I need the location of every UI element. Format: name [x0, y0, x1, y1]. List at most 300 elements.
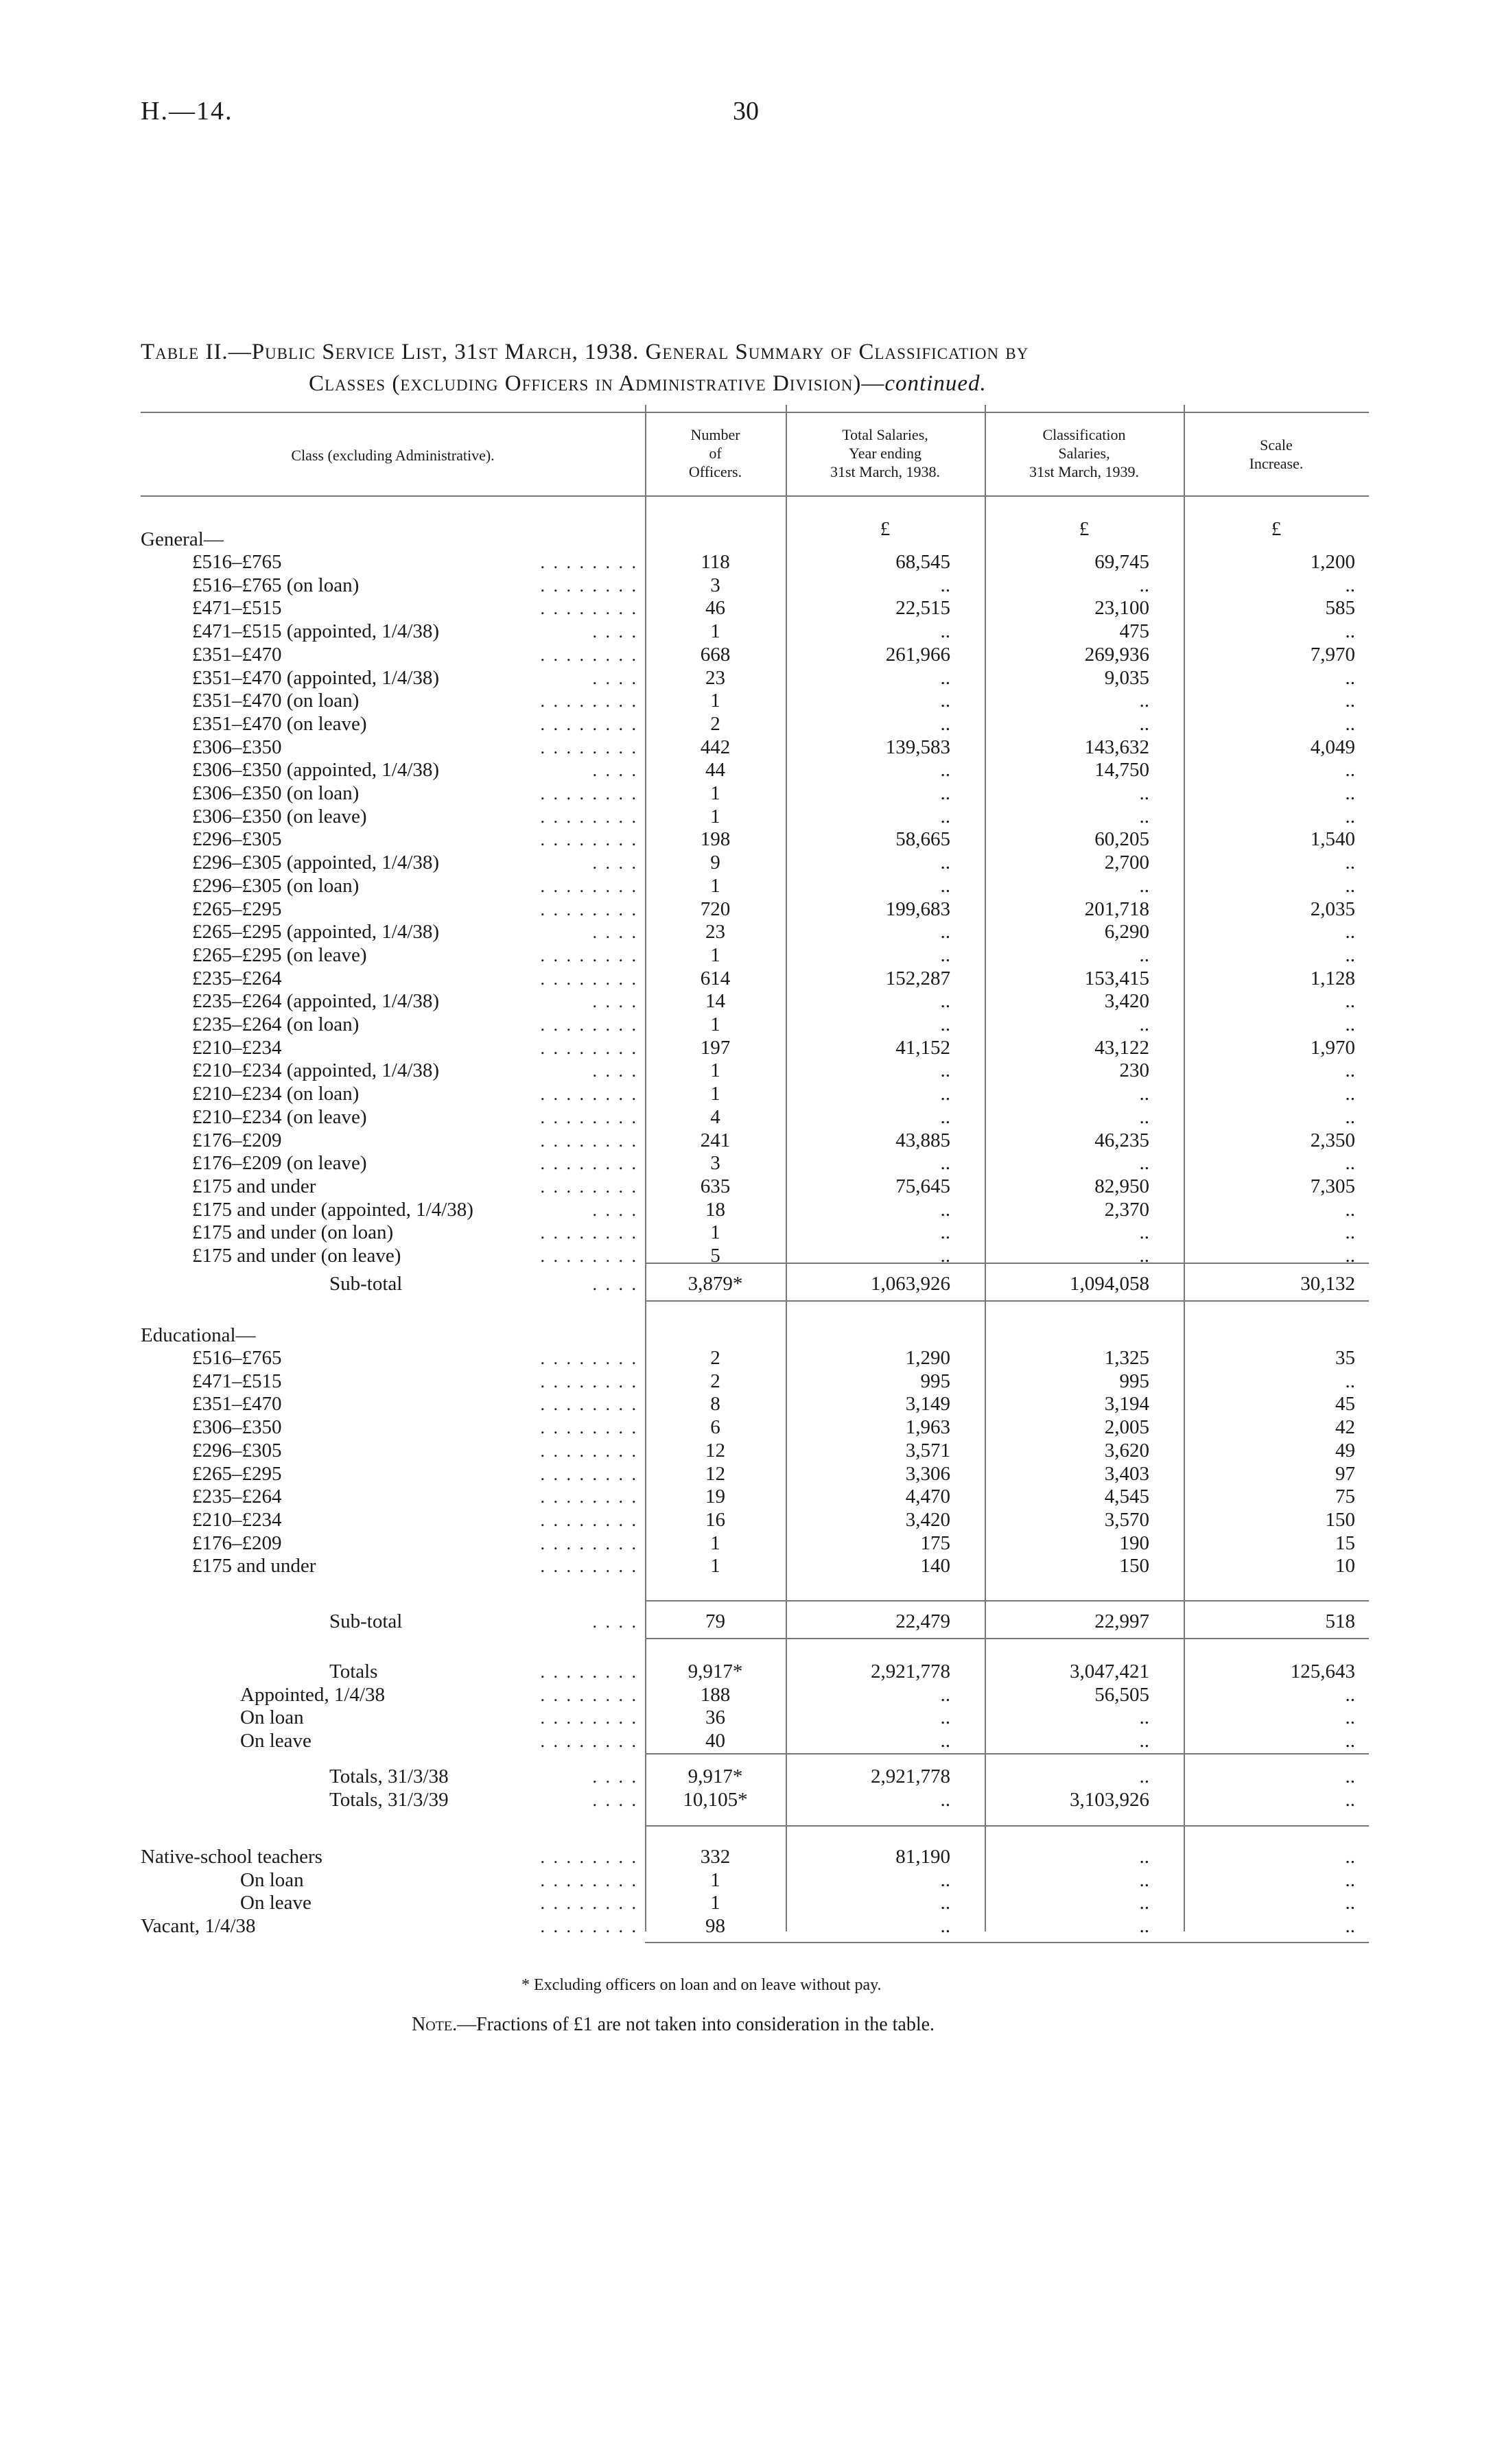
salaries-cell: ..: [940, 574, 950, 596]
row-label: £235–£264 (on loan): [192, 1013, 360, 1035]
row-label: £306–£350: [192, 736, 282, 758]
classification-cell: ..: [1139, 690, 1149, 712]
classification-cell: 3,570: [1104, 1508, 1149, 1531]
classification-cell: 1,094,058: [1070, 1273, 1149, 1295]
officers-cell: 10,105*: [683, 1788, 748, 1811]
leader-dots: . . . . . . . .: [540, 899, 638, 919]
leader-dots: . . . .: [592, 922, 638, 943]
row-label: £210–£234: [192, 1036, 282, 1059]
officers-cell: 40: [705, 1730, 725, 1752]
leader-dots: . . . . . . . .: [540, 552, 638, 572]
running-header-left: H.—14.: [141, 97, 233, 126]
leader-dots: . . . . . . . .: [540, 1440, 638, 1461]
salaries-cell: 1,063,926: [871, 1273, 950, 1295]
row-label: £175 and under: [192, 1555, 316, 1577]
scale-cell: 45: [1335, 1393, 1355, 1416]
row-label: £175 and under (appointed, 1/4/38): [192, 1198, 473, 1221]
officers-cell: 23: [705, 666, 725, 689]
classification-cell: 1,325: [1104, 1347, 1149, 1369]
salaries-cell: 140: [920, 1555, 950, 1577]
subtotal-rule-educational: [645, 1600, 1369, 1601]
classification-cell: 9,035: [1104, 666, 1149, 689]
salaries-cell: ..: [940, 1013, 950, 1035]
scale-cell: ..: [1345, 1788, 1355, 1811]
salaries-cell: 152,287: [885, 967, 950, 989]
officers-cell: 668: [700, 643, 731, 666]
officers-cell: 46: [705, 597, 725, 620]
row-label: On leave: [240, 1892, 312, 1914]
yearly-totals-bottom-rule: [645, 1825, 1369, 1827]
col-head-officers: [645, 425, 786, 481]
classification-cell: 23,100: [1094, 597, 1149, 620]
row-label: Totals, 31/3/39: [329, 1788, 449, 1811]
row-label: Totals: [329, 1661, 378, 1682]
currency-classification: £: [1079, 518, 1090, 540]
leader-dots: . . . . . . . .: [540, 1084, 638, 1105]
leader-dots: . . . . . . . .: [540, 1153, 638, 1174]
leader-dots: . . . . . . . .: [540, 598, 638, 619]
salaries-cell: ..: [940, 1198, 950, 1221]
classification-cell: 4,545: [1104, 1486, 1149, 1508]
scale-cell: 585: [1325, 597, 1355, 620]
officers-cell: 2: [710, 1347, 720, 1369]
row-label: £351–£470: [192, 643, 282, 666]
officers-cell: 2: [710, 1370, 720, 1392]
note-prefix: Note.: [412, 2014, 458, 2035]
officers-cell: 6: [710, 1416, 720, 1439]
leader-dots: . . . . . . . .: [540, 1510, 638, 1530]
classification-cell: ..: [1139, 1105, 1149, 1128]
leader-dots: . . . .: [592, 668, 638, 688]
salaries-cell: ..: [940, 759, 950, 782]
officers-cell: 36: [705, 1706, 725, 1729]
leader-dots: . . . .: [592, 1061, 638, 1081]
classification-cell: 475: [1119, 620, 1149, 643]
col-head-officers-l3: Officers.: [688, 463, 742, 480]
officers-cell: 2: [710, 712, 720, 735]
leader-dots: . . . . . . . .: [540, 1176, 638, 1197]
classification-cell: 14,750: [1094, 759, 1149, 782]
classification-cell: ..: [1139, 712, 1149, 735]
row-label: £516–£765 (on loan): [192, 574, 360, 596]
row-label: £351–£470 (on leave): [192, 712, 367, 735]
scale-cell: 15: [1335, 1532, 1355, 1554]
scale-cell: 7,305: [1310, 1175, 1355, 1197]
leader-dots: . . . . . . . .: [540, 1893, 638, 1914]
classification-cell: 60,205: [1094, 828, 1149, 851]
leader-dots: . . . . . . . .: [540, 1107, 638, 1127]
leader-dots: . . . . . . . .: [540, 1487, 638, 1507]
col-head-scale: [1184, 436, 1369, 473]
row-label: £471–£515 (appointed, 1/4/38): [192, 620, 440, 643]
scale-cell: 1,540: [1310, 828, 1355, 851]
classification-cell: ..: [1139, 1765, 1149, 1787]
salaries-cell: 81,190: [895, 1846, 950, 1868]
classification-cell: ..: [1139, 1152, 1149, 1175]
salaries-cell: ..: [940, 805, 950, 828]
row-label: £296–£305: [192, 828, 282, 851]
scale-cell: 125,643: [1290, 1661, 1355, 1682]
officers-cell: 1: [710, 690, 720, 712]
leader-dots: . . . . . . . .: [540, 806, 638, 827]
leader-dots: . . . . . . . .: [540, 1348, 638, 1368]
classification-cell: 3,047,421: [1070, 1661, 1149, 1682]
leader-dots: . . . . . . . .: [540, 1662, 638, 1682]
row-label: Native-school teachers: [141, 1846, 322, 1868]
scale-cell: ..: [1345, 1892, 1355, 1914]
leader-dots: . . . . . . . .: [540, 1464, 638, 1484]
scale-cell: ..: [1345, 1105, 1355, 1128]
totals-bottom-rule: [645, 1753, 1369, 1755]
classification-cell: ..: [1139, 1868, 1149, 1891]
scale-cell: 75: [1335, 1486, 1355, 1508]
officers-cell: 1: [710, 943, 720, 966]
row-label: £175 and under: [192, 1175, 316, 1197]
salaries-cell: ..: [940, 874, 950, 897]
classification-cell: 82,950: [1094, 1175, 1149, 1197]
scale-cell: 49: [1335, 1439, 1355, 1462]
classification-cell: ..: [1139, 1706, 1149, 1729]
officers-cell: 16: [705, 1508, 725, 1531]
officers-cell: 9,917*: [688, 1661, 743, 1682]
officers-cell: 614: [700, 967, 731, 989]
row-label: £176–£209: [192, 1532, 282, 1554]
scale-cell: ..: [1345, 666, 1355, 689]
row-label: £296–£305 (on loan): [192, 874, 360, 897]
title-continued: continued.: [884, 371, 987, 396]
scale-cell: 7,970: [1310, 643, 1355, 666]
scale-cell: 150: [1325, 1508, 1355, 1531]
scale-cell: ..: [1345, 1083, 1355, 1105]
row-label: £210–£234 (on loan): [192, 1083, 360, 1105]
leader-dots: . . . .: [592, 992, 638, 1012]
title-line1: —Public Service List, 31st March, 1938. General Summary of Classification by: [228, 340, 1029, 364]
classification-cell: 46,235: [1094, 1129, 1149, 1151]
officers-cell: 19: [705, 1486, 725, 1508]
officers-cell: 118: [701, 551, 730, 573]
col-head-classification-l3: 31st March, 1939.: [1029, 463, 1140, 480]
salaries-cell: 1,963: [905, 1416, 950, 1439]
title-prefix: Table II.: [141, 340, 228, 364]
classification-cell: 56,505: [1094, 1683, 1149, 1706]
section-heading-general: General—: [141, 528, 224, 550]
row-label: £235–£264 (appointed, 1/4/38): [192, 990, 440, 1013]
officers-cell: 8: [710, 1393, 720, 1416]
page-number: 30: [733, 97, 759, 126]
leader-dots: . . . . . . . .: [540, 575, 638, 596]
classification-cell: 69,745: [1094, 551, 1149, 573]
leader-dots: . . . . . . . .: [540, 1037, 638, 1058]
leader-dots: . . . . . . . .: [540, 737, 638, 758]
leader-dots: . . . . . . . .: [540, 1418, 638, 1438]
leader-dots: . . . . . . . .: [540, 876, 638, 896]
row-label: Vacant, 1/4/38: [141, 1915, 256, 1938]
scale-cell: ..: [1345, 712, 1355, 735]
classification-cell: 2,700: [1104, 852, 1149, 874]
col-head-classification-l2: Salaries,: [1058, 445, 1110, 462]
scale-cell: 4,049: [1310, 736, 1355, 758]
col-head-salaries-l2: Year ending: [849, 445, 921, 462]
officers-cell: 3: [710, 1152, 720, 1175]
col-head-classification: [985, 425, 1184, 481]
classification-cell: 3,103,926: [1070, 1788, 1149, 1811]
scale-cell: ..: [1345, 921, 1355, 943]
currency-scale: £: [1271, 518, 1282, 540]
classification-cell: ..: [1139, 1221, 1149, 1244]
classification-cell: 190: [1119, 1532, 1149, 1554]
salaries-cell: ..: [940, 1152, 950, 1175]
leader-dots: . . . .: [592, 1199, 638, 1220]
scale-cell: ..: [1345, 1683, 1355, 1706]
salaries-cell: ..: [940, 782, 950, 804]
classification-cell: ..: [1139, 1915, 1149, 1938]
scale-cell: ..: [1345, 874, 1355, 897]
salaries-cell: ..: [940, 1788, 950, 1811]
row-label: £176–£209 (on leave): [192, 1152, 367, 1175]
scale-cell: 30,132: [1300, 1273, 1355, 1295]
row-label: Sub-total: [329, 1610, 403, 1632]
officers-cell: 1: [710, 1221, 720, 1244]
row-label: £210–£234 (appointed, 1/4/38): [192, 1059, 440, 1082]
salaries-cell: ..: [940, 990, 950, 1013]
scale-cell: ..: [1345, 1730, 1355, 1752]
classification-cell: ..: [1139, 1846, 1149, 1868]
row-label: £516–£765: [192, 551, 282, 573]
officers-cell: 12: [705, 1462, 725, 1485]
officers-cell: 1: [710, 1868, 720, 1891]
leader-dots: . . . . . . . .: [540, 1916, 638, 1937]
officers-cell: 635: [700, 1175, 731, 1197]
col-head-officers-l1: Number: [690, 426, 740, 443]
officers-cell: 44: [705, 759, 725, 782]
scale-cell: 42: [1335, 1416, 1355, 1439]
salaries-cell: 75,645: [895, 1175, 950, 1197]
row-label: £265–£295 (appointed, 1/4/38): [192, 921, 440, 943]
scale-cell: ..: [1345, 1198, 1355, 1221]
classification-cell: 2,005: [1104, 1416, 1149, 1439]
scale-cell: ..: [1345, 1013, 1355, 1035]
classification-cell: 150: [1119, 1555, 1149, 1577]
leader-dots: . . . . . . . .: [540, 1731, 638, 1752]
salaries-cell: ..: [940, 1059, 950, 1082]
salaries-cell: 3,571: [905, 1439, 950, 1462]
col-head-salaries-l3: 31st March, 1938.: [830, 463, 941, 480]
col-head-classification-l1: Classification: [1042, 426, 1126, 443]
classification-cell: ..: [1139, 805, 1149, 828]
officers-cell: 79: [705, 1610, 725, 1632]
officers-cell: 3,879*: [688, 1273, 743, 1295]
classification-cell: 995: [1119, 1370, 1149, 1392]
classification-cell: 3,403: [1104, 1462, 1149, 1485]
classification-cell: 43,122: [1094, 1036, 1149, 1059]
salaries-cell: ..: [940, 690, 950, 712]
row-label: £306–£350: [192, 1416, 282, 1439]
row-label: £471–£515: [192, 1370, 282, 1392]
officers-cell: 1: [710, 1532, 720, 1554]
classification-cell: ..: [1139, 1083, 1149, 1105]
classification-cell: ..: [1139, 1245, 1149, 1267]
leader-dots: . . . . . . . .: [540, 1556, 638, 1577]
classification-cell: 269,936: [1084, 643, 1149, 666]
leader-dots: . . . . . . . .: [540, 1685, 638, 1705]
salaries-cell: 1,290: [905, 1347, 950, 1369]
officers-cell: 720: [700, 897, 731, 920]
classification-cell: 22,997: [1094, 1610, 1149, 1632]
scale-cell: ..: [1345, 1245, 1355, 1267]
leader-dots: . . . .: [592, 1767, 638, 1787]
scale-cell: 518: [1325, 1610, 1355, 1632]
scale-cell: ..: [1345, 1370, 1355, 1392]
row-label: £235–£264: [192, 967, 282, 989]
leader-dots: . . . . . . . .: [540, 1246, 638, 1266]
classification-cell: 153,415: [1084, 967, 1149, 989]
note-text: —Fractions of £1 are not taken into consideration in the table.: [457, 2014, 935, 2035]
officers-cell: 5: [710, 1245, 720, 1267]
leader-dots: . . . .: [592, 760, 638, 781]
row-label: On loan: [240, 1706, 304, 1729]
currency-salaries: £: [880, 518, 891, 540]
scale-cell: ..: [1345, 990, 1355, 1013]
salaries-cell: ..: [940, 620, 950, 643]
salaries-cell: 3,420: [905, 1508, 950, 1531]
salaries-cell: 22,515: [895, 597, 950, 620]
officers-cell: 241: [700, 1129, 731, 1151]
salaries-cell: 22,479: [895, 1610, 950, 1632]
leader-dots: . . . . . . . .: [540, 968, 638, 989]
officers-cell: 1: [710, 1892, 720, 1914]
scale-cell: ..: [1345, 1765, 1355, 1787]
note: [412, 2014, 935, 2036]
officers-cell: 18: [705, 1198, 725, 1221]
col-head-salaries: [786, 425, 985, 481]
footnote: * Excluding officers on loan and on leave without pay.: [521, 1976, 882, 1994]
row-label: £210–£234: [192, 1508, 282, 1531]
scale-cell: 2,350: [1310, 1129, 1355, 1151]
col-head-class: Class (excluding Administrative).: [291, 447, 495, 464]
officers-cell: 1: [710, 620, 720, 643]
scale-cell: ..: [1345, 1915, 1355, 1938]
officers-cell: 1: [710, 805, 720, 828]
leader-dots: . . . .: [592, 1612, 638, 1632]
row-label: £175 and under (on leave): [192, 1245, 401, 1267]
officers-cell: 442: [700, 736, 731, 758]
row-label: £306–£350 (on leave): [192, 805, 367, 828]
salaries-cell: 4,470: [905, 1486, 950, 1508]
row-label: £210–£234 (on leave): [192, 1105, 367, 1128]
salaries-cell: ..: [940, 666, 950, 689]
salaries-cell: ..: [940, 1892, 950, 1914]
leader-dots: . . . . . . . .: [540, 1533, 638, 1553]
classification-cell: 3,620: [1104, 1439, 1149, 1462]
leader-dots: . . . . . . . .: [540, 830, 638, 850]
leader-dots: . . . . . . . .: [540, 644, 638, 665]
leader-dots: . . . . . . . .: [540, 714, 638, 734]
leader-dots: . . . .: [592, 1274, 638, 1294]
scale-cell: ..: [1345, 805, 1355, 828]
officers-cell: 4: [710, 1105, 720, 1128]
row-label: £516–£765: [192, 1347, 282, 1369]
salaries-cell: ..: [940, 712, 950, 735]
row-label: £306–£350 (appointed, 1/4/38): [192, 759, 440, 782]
leader-dots: . . . . . . . .: [540, 784, 638, 803]
scale-cell: 97: [1335, 1462, 1355, 1485]
salaries-cell: ..: [940, 1105, 950, 1128]
officers-cell: 14: [705, 990, 725, 1013]
salaries-cell: ..: [940, 1221, 950, 1244]
officers-cell: 332: [700, 1846, 731, 1868]
row-label: Sub-total: [329, 1273, 403, 1295]
row-label: £296–£305 (appointed, 1/4/38): [192, 852, 440, 874]
salaries-cell: 68,545: [895, 551, 950, 573]
subtotal-bottom-rule-educational: [645, 1638, 1369, 1639]
leader-dots: . . . . . . . .: [540, 945, 638, 965]
officers-cell: 98: [705, 1915, 725, 1938]
subtotal-bottom-rule-general: [645, 1300, 1369, 1302]
row-label: Totals, 31/3/38: [329, 1765, 449, 1787]
salaries-cell: 175: [920, 1532, 950, 1554]
classification-cell: ..: [1139, 943, 1149, 966]
row-label: £351–£470 (appointed, 1/4/38): [192, 666, 440, 689]
leader-dots: . . . . . . . .: [540, 1708, 638, 1728]
salaries-cell: 995: [920, 1370, 950, 1392]
table-bottom-rule: [645, 1942, 1369, 1943]
leader-dots: . . . . . . . .: [540, 1394, 638, 1415]
classification-cell: 3,194: [1104, 1393, 1149, 1416]
salaries-cell: ..: [940, 1706, 950, 1729]
classification-cell: 201,718: [1084, 897, 1149, 920]
officers-cell: 1: [710, 1059, 720, 1082]
row-label: £175 and under (on loan): [192, 1221, 394, 1244]
classification-cell: ..: [1139, 874, 1149, 897]
leader-dots: . . . . . . . .: [540, 1870, 638, 1890]
classification-cell: ..: [1139, 1892, 1149, 1914]
scale-cell: ..: [1345, 1868, 1355, 1891]
row-label: £265–£295: [192, 897, 282, 920]
scale-cell: ..: [1345, 1846, 1355, 1868]
leader-dots: . . . . . . . .: [540, 691, 638, 712]
officers-cell: 198: [700, 828, 731, 851]
scale-cell: 10: [1335, 1555, 1355, 1577]
row-label: £306–£350 (on loan): [192, 782, 360, 804]
salaries-cell: 2,921,778: [871, 1661, 950, 1682]
row-label: £351–£470: [192, 1393, 282, 1416]
leader-dots: . . . .: [592, 853, 638, 873]
classification-cell: 6,290: [1104, 921, 1149, 943]
salaries-cell: ..: [940, 943, 950, 966]
salaries-cell: 261,966: [885, 643, 950, 666]
leader-dots: . . . .: [592, 1790, 638, 1810]
officers-cell: 23: [705, 921, 725, 943]
salaries-cell: 43,885: [895, 1129, 950, 1151]
salaries-cell: ..: [940, 1683, 950, 1706]
classification-cell: ..: [1139, 574, 1149, 596]
leader-dots: . . . . . . . .: [540, 1371, 638, 1392]
officers-cell: 188: [700, 1683, 731, 1706]
salaries-cell: ..: [940, 1083, 950, 1105]
salaries-cell: 41,152: [895, 1036, 950, 1059]
scale-cell: ..: [1345, 1152, 1355, 1175]
officers-cell: 1: [710, 1083, 720, 1105]
salaries-cell: ..: [940, 852, 950, 874]
salaries-cell: 2,921,778: [871, 1765, 950, 1787]
scale-cell: ..: [1345, 620, 1355, 643]
leader-dots: . . . . . . . .: [540, 1223, 638, 1243]
leader-dots: . . . .: [592, 622, 638, 642]
scale-cell: 35: [1335, 1347, 1355, 1369]
scale-cell: ..: [1345, 782, 1355, 804]
salaries-cell: 199,683: [885, 897, 950, 920]
salaries-cell: 3,149: [905, 1393, 950, 1416]
